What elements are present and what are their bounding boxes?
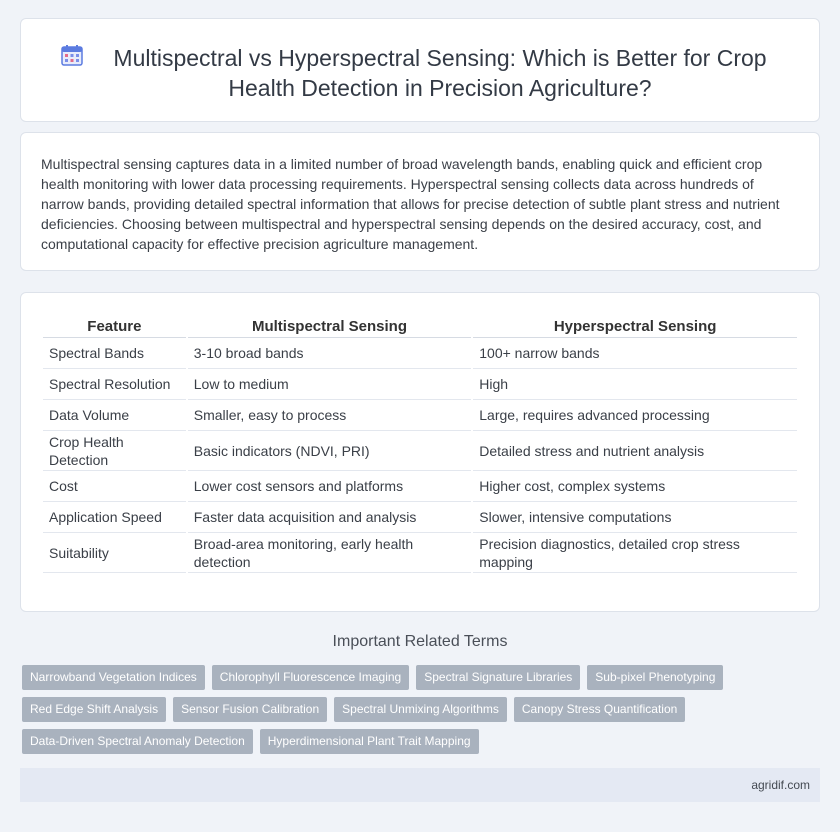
- table-cell: Cost: [43, 471, 186, 502]
- table-cell: Slower, intensive computations: [473, 502, 797, 533]
- table-row: [43, 338, 797, 369]
- header-hyperspectral: Hyperspectral Sensing: [473, 316, 797, 338]
- footer-bar: [20, 768, 820, 802]
- table-row: [43, 369, 797, 400]
- related-term-tag[interactable]: Sensor Fusion Calibration: [173, 697, 327, 722]
- related-term-tag[interactable]: Hyperdimensional Plant Trait Mapping: [260, 729, 479, 754]
- footer-site-name[interactable]: agridif.com: [751, 778, 810, 792]
- comparison-table-card: [20, 292, 820, 612]
- table-row: [43, 502, 797, 533]
- related-term-tag[interactable]: Red Edge Shift Analysis: [22, 697, 166, 722]
- title-card: [20, 18, 820, 122]
- table-cell: Data Volume: [43, 400, 186, 431]
- tag-row: [22, 665, 782, 697]
- tag-row: [22, 729, 782, 761]
- tag-row: [22, 697, 782, 729]
- header-multispectral: Multispectral Sensing: [188, 316, 472, 338]
- related-terms-tags: [22, 665, 782, 761]
- table-cell: Application Speed: [43, 502, 186, 533]
- table-cell: 3-10 broad bands: [188, 338, 472, 369]
- intro-paragraph: Multispectral sensing captures data in a limited number of broad wavelength bands, enabling quick and efficient crop health monitoring with lower data processing requirements. Hyperspectral sensing collects data across hundreds of narrow bands, providing detailed spectral information that allows for precise detection of subtle plant stress and nutrient deficiencies. Choosing between multispectral and hyperspectral sensing depends on the desired accuracy, cost, and computational capacity for effective precision agriculture management.: [41, 156, 780, 252]
- table-cell: Detailed stress and nutrient analysis: [473, 431, 797, 471]
- related-term-tag[interactable]: Sub-pixel Phenotyping: [587, 665, 723, 690]
- table-header-row: [43, 316, 797, 338]
- table-cell: Lower cost sensors and platforms: [188, 471, 472, 502]
- table-row: [43, 533, 797, 573]
- table-cell: High: [473, 369, 797, 400]
- related-term-tag[interactable]: Canopy Stress Quantification: [514, 697, 685, 722]
- comparison-table: [41, 316, 799, 573]
- related-term-tag[interactable]: Data-Driven Spectral Anomaly Detection: [22, 729, 253, 754]
- header-feature: Feature: [43, 316, 186, 338]
- table-cell: Crop Health Detection: [43, 431, 186, 471]
- related-term-tag[interactable]: Narrowband Vegetation Indices: [22, 665, 205, 690]
- table-cell: Smaller, easy to process: [188, 400, 472, 431]
- related-term-tag[interactable]: Chlorophyll Fluorescence Imaging: [212, 665, 409, 690]
- table-cell: Large, requires advanced processing: [473, 400, 797, 431]
- page-title: Multispectral vs Hyperspectral Sensing: Which is Better for Crop Health Detection in Precision Agriculture?: [113, 45, 767, 101]
- table-row: [43, 471, 797, 502]
- intro-card: [20, 132, 820, 271]
- table-cell: 100+ narrow bands: [473, 338, 797, 369]
- related-term-tag[interactable]: Spectral Unmixing Algorithms: [334, 697, 507, 722]
- table-cell: Faster data acquisition and analysis: [188, 502, 472, 533]
- table-cell: Spectral Bands: [43, 338, 186, 369]
- title-wrap: [21, 43, 819, 103]
- table-cell: Basic indicators (NDVI, PRI): [188, 431, 472, 471]
- table-cell: Suitability: [43, 533, 186, 573]
- related-term-tag[interactable]: Spectral Signature Libraries: [416, 665, 580, 690]
- table-cell: Broad-area monitoring, early health detection: [188, 533, 472, 573]
- related-terms-title: Important Related Terms: [332, 633, 508, 650]
- table-row: [43, 400, 797, 431]
- table-cell: Spectral Resolution: [43, 369, 186, 400]
- table-cell: Precision diagnostics, detailed crop stress mapping: [473, 533, 797, 573]
- table-row: [43, 431, 797, 471]
- table-cell: Higher cost, complex systems: [473, 471, 797, 502]
- table-cell: Low to medium: [188, 369, 472, 400]
